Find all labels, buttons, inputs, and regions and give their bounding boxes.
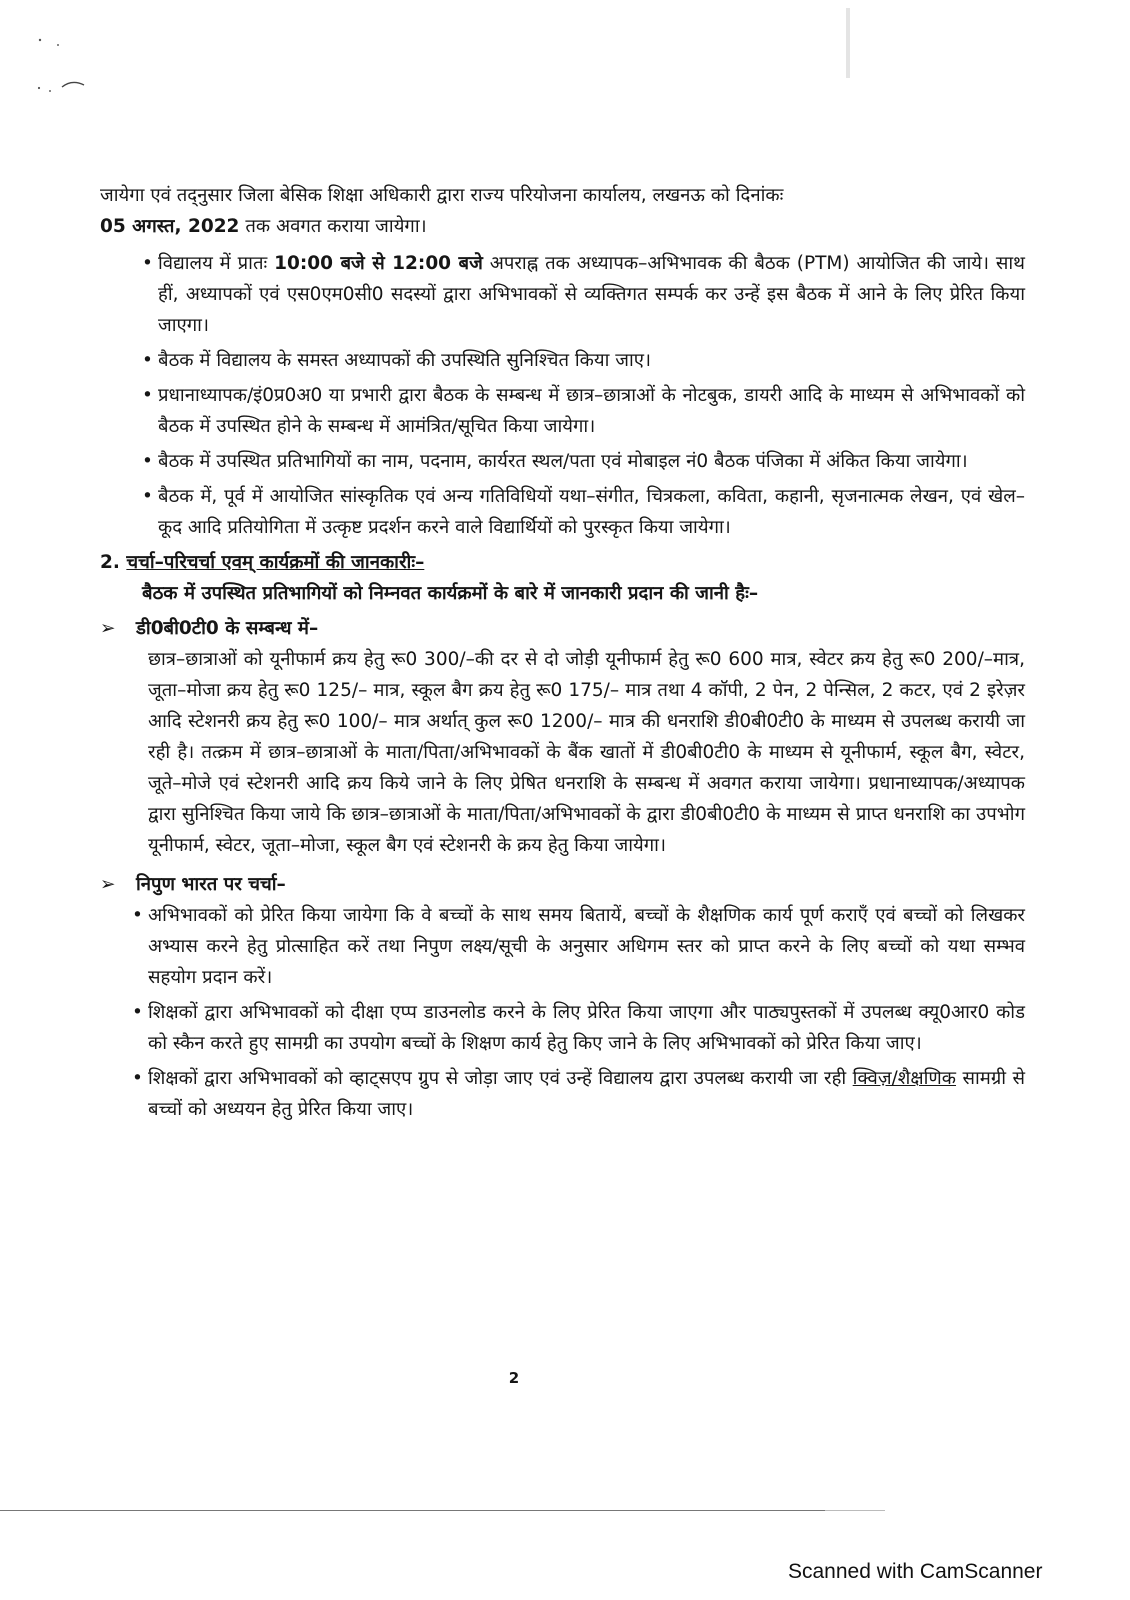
nipun-bullet-list: [132, 900, 1025, 1125]
document-body: [100, 180, 1025, 1129]
section-2-heading: [100, 547, 1025, 578]
list-item: • प्रधानाध्यापक/इं0प्र0अ0 या प्रभारी द्वारा बैठक के सम्बन्ध में छात्र–छात्राओं के नोटबुक, डायरी आदि के माध्यम से अभिभावकों को बैठक में उपस्थित होने के सम्बन्ध में आमंत्रित/सूचित किया जायेगा।: [142, 380, 1025, 442]
list-item: • अभिभावकों को प्रेरित किया जायेगा कि वे बच्चों के साथ समय बितायें, बच्चों के शैक्षणिक कार्य पूर्ण कराएँ एवं बच्चों को लिखकर अभ्यास करने हेतु प्रोत्साहित करें तथा निपुण लक्ष्य/सूची के अनुसार अधिगम स्तर को प्राप्त करने के लिए बच्चों को यथा सम्भव सहयोग प्रदान करें।: [132, 900, 1025, 993]
list-item: • शिक्षकों द्वारा अभिभावकों को दीक्षा एप्प डाउनलोड करने के लिए प्रेरित किया जाएगा और पाठ्यपुस्तकों में उपलब्ध क्यू0आर0 कोड को स्कैन करते हुए सामग्री का उपयोग बच्चों के शिक्षण कार्य हेतु किए जाने के लिए अभिभावकों को प्रेरित किया जाए।: [132, 997, 1025, 1059]
camscanner-watermark: Scanned with CamScanner: [788, 1560, 1043, 1583]
meeting-bullet-list: [142, 248, 1025, 543]
meeting-time: 10:00 बजे से 12:00 बजे: [274, 253, 483, 274]
arrow-bullet-icon: ➢: [100, 618, 116, 639]
section-2-subtitle: बैठक में उपस्थित प्रतिभागियों को निम्नवत कार्यक्रमों के बारे में जानकारी प्रदान की जानी हैः–: [142, 583, 759, 604]
intro-text: जायेगा एवं तद्नुसार जिला बेसिक शिक्षा अधिकारी द्वारा राज्य परियोजना कार्यालय, लखनऊ को दिनांकः: [100, 185, 784, 206]
scan-edge-mark: [846, 8, 850, 78]
list-item: • विद्यालय में प्रातः 10:00 बजे से 12:00 बजे अपराह्न तक अध्यापक–अभिभावक की बैठक (PTM) आयोजित की जाये। साथ हीं, अध्यापकों एवं एस0एम0सी0 सदस्यों द्वारा अभिभावकों से व्यक्तिगत सम्पर्क कर उन्हें इस बैठक में आने के लिए प्रेरित किया जाएगा।: [142, 248, 1025, 341]
scan-speck-marks: [36, 35, 96, 95]
dbt-heading: [100, 613, 1025, 644]
list-item: • बैठक में, पूर्व में आयोजित सांस्कृतिक एवं अन्य गतिविधियों यथा–संगीत, चित्रकला, कविता, कहानी, सृजनात्मक लेखन, एवं खेल–कूद आदि प्रतियोगिता में उत्कृष्ट प्रदर्शन करने वाले विद्यार्थियों को पुरस्कृत किया जायेगा।: [142, 481, 1025, 543]
nipun-heading-text: निपुण भारत पर चर्चा–: [136, 874, 286, 895]
dbt-paragraph: छात्र–छात्राओं को यूनीफार्म क्रय हेतु रू0 300/–की दर से दो जोड़ी यूनीफार्म हेतु रू0 600 मात्र, स्वेटर क्रय हेतु रू0 200/–मात्र, जूता–मोजा क्रय हेतु रू0 125/– मात्र, स्कूल बैग क्रय हेतु रू0 175/– मात्र तथा 4 कॉपी, 2 पेन, 2 पेन्सिल, 2 कटर, एवं 2 इरेज़र आदि स्टेशनरी क्रय हेतु रू0 100/– मात्र अर्थात् कुल रू0 1200/– मात्र की धनराशि डी0बी0टी0 के माध्यम से उपलब्ध करायी जा रही है। तत्क्रम में छात्र–छात्राओं के माता/पिता/अभिभावकों के बैंक खातों में डी0बी0टी0 के माध्यम से यूनीफार्म, स्कूल बैग, स्वेटर, जूते–मोजे एवं स्टेशनरी आदि क्रय किये जाने के लिए प्रेषित धनराशि के सम्बन्ध में अवगत कराया जायेगा। प्रधानाध्यापक/अध्यापक द्वारा सुनिश्चित किया जाये कि छात्र–छात्राओं के माता/पिता/अभिभावकों के द्वारा डी0बी0टी0 के माध्यम से प्राप्त धनराशि का उपभोग यूनीफार्म, स्वेटर, जूता–मोजा, स्कूल बैग एवं स्टेशनरी के क्रय हेतु किया जायेगा।: [148, 649, 1025, 856]
arrow-bullet-icon: ➢: [100, 874, 116, 895]
list-item: • शिक्षकों द्वारा अभिभावकों को व्हाट्सएप ग्रुप से जोड़ा जाए एवं उन्हें विद्यालय द्वारा उपलब्ध करायी जा रही क्विज़/शैक्षणिक सामग्री से बच्चों को अध्ययन हेतु प्रेरित किया जाए।: [132, 1063, 1025, 1125]
intro-date: 05 अगस्त, 2022: [100, 216, 240, 237]
list-item: • बैठक में उपस्थित प्रतिभागियों का नाम, पदनाम, कार्यरत स्थल/पता एवं मोबाइल नं0 बैठक पंजिका में अंकित किया जायेगा।: [142, 446, 1025, 477]
list-item: • बैठक में विद्यालय के समस्त अध्यापकों की उपस्थिति सुनिश्चित किया जाए।: [142, 345, 1025, 376]
nipun-heading: [100, 869, 1025, 900]
intro-paragraph: [100, 180, 1025, 242]
footer-divider: [0, 1510, 825, 1511]
dbt-heading-text: डी0बी0टी0 के सम्बन्ध में–: [136, 618, 319, 639]
section-title: चर्चा–परिचर्चा एवम् कार्यक्रमों की जानकारीः–: [126, 552, 425, 573]
intro-text-end: तक अवगत कराया जायेगा।: [239, 216, 427, 237]
section-number: 2.: [100, 552, 120, 573]
page-number: 2: [508, 1369, 520, 1387]
footer-divider-faint: [825, 1510, 885, 1511]
camscanner-banner: [710, 1520, 1130, 1600]
underlined-phrase: क्विज़/शैक्षणिक: [852, 1068, 957, 1089]
